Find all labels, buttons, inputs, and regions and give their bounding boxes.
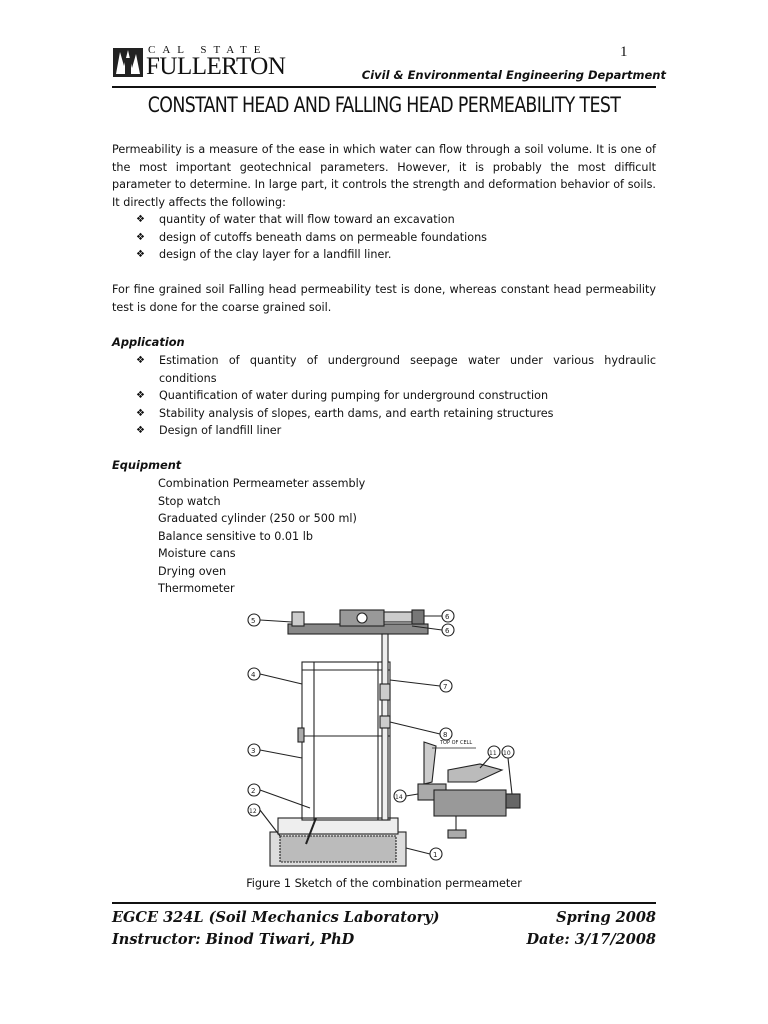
application-bullet-list [136, 352, 656, 440]
department-name: Civil & Environmental Engineering Department [361, 68, 666, 82]
diamond-bullet-icon: ❖ [136, 407, 145, 419]
intro-bullet-list [136, 211, 656, 264]
callout-10 [502, 746, 514, 794]
page-title: CONSTANT HEAD AND FALLING HEAD PERMEABILITY TEST [147, 93, 621, 117]
application-section [112, 352, 656, 440]
svg-text:7: 7 [443, 683, 448, 691]
list-item: Drying oven [158, 564, 227, 578]
list-item: ❖ design of cutoffs beneath dams on permeable foundations [136, 229, 656, 247]
header-rule [112, 86, 656, 88]
list-item: ❖ Quantification of water during pumping for underground construction [136, 387, 656, 405]
list-item: ❖ Design of landfill liner [136, 422, 656, 440]
callout-14 [394, 790, 418, 802]
equipment-list [158, 475, 365, 598]
list-item: ❖ design of the clay layer for a landfill liner. [136, 246, 656, 264]
callout-7 [390, 680, 452, 692]
titan-emblem-icon [112, 44, 144, 78]
university-logo [112, 44, 302, 80]
course-name: EGCE 324L (Soil Mechanics Laboratory) [112, 909, 440, 926]
application-heading: Application [112, 335, 185, 349]
diamond-bullet-icon: ❖ [136, 231, 145, 243]
callout-3 [248, 744, 302, 758]
svg-text:2: 2 [251, 787, 256, 795]
list-item: Stop watch [158, 494, 221, 508]
logo-cal-state: CAL STATE [148, 44, 268, 56]
term-label: Spring 2008 [556, 909, 656, 926]
list-item: ❖ quantity of water that will flow toward an excavation [136, 211, 656, 229]
fine-grained-paragraph: For fine grained soil Falling head permeability test is done, whereas constant head permeability test is done for the coarse grained soil. [112, 283, 656, 314]
top-of-cell-label: TOP OF CELL [440, 740, 473, 746]
callout-4 [248, 668, 302, 684]
svg-text:3: 3 [251, 747, 256, 755]
callout-8 [390, 722, 452, 740]
svg-text:10: 10 [503, 750, 511, 757]
equipment-heading: Equipment [112, 458, 182, 472]
svg-text:6: 6 [445, 627, 450, 635]
figure-caption: Figure 1 Sketch of the combination permeameter [246, 877, 522, 890]
logo-fullerton: FULLERTON [146, 53, 286, 80]
callout-11 [480, 746, 500, 768]
footer-rule [112, 902, 656, 904]
list-item: ❖ Estimation of quantity of underground seepage water under various hydraulic conditions [136, 354, 656, 385]
intro-section [112, 141, 656, 264]
svg-text:1: 1 [433, 851, 438, 859]
svg-text:6: 6 [445, 613, 450, 621]
intro-paragraph: Permeability is a measure of the ease in which water can flow through a soil volume. It is one of the most important geotechnical parameters. However, it is probably the most difficult parameter to determine. In large part, it controls the strength and deformation behavior of soils. It directly affects the following: [112, 143, 656, 209]
diamond-bullet-icon: ❖ [136, 355, 145, 366]
callout-6a [424, 610, 454, 622]
svg-text:4: 4 [251, 671, 256, 679]
list-item: Thermometer [158, 582, 235, 595]
document-date: Date: 3/17/2008 [526, 931, 656, 948]
permeameter-sketch [236, 604, 532, 874]
instructor-name: Instructor: Binod Tiwari, PhD [112, 931, 355, 948]
list-item: ❖ Stability analysis of slopes, earth dams, and earth retaining structures [136, 405, 656, 423]
list-item: Moisture cans [158, 547, 236, 560]
list-item: Graduated cylinder (250 or 500 ml) [158, 512, 357, 525]
callout-12 [248, 804, 280, 836]
diamond-bullet-icon: ❖ [136, 249, 145, 260]
permeameter-figure [236, 604, 532, 874]
svg-text:14: 14 [395, 794, 403, 801]
svg-text:12: 12 [249, 808, 257, 815]
list-item: Combination Permeameter assembly [158, 477, 366, 490]
svg-text:11: 11 [489, 750, 497, 757]
page-number: 1 [620, 44, 628, 60]
svg-text:8: 8 [443, 731, 448, 739]
diamond-bullet-icon: ❖ [136, 425, 145, 436]
diamond-bullet-icon: ❖ [136, 390, 145, 401]
callout-1 [406, 848, 442, 860]
svg-text:5: 5 [251, 617, 256, 625]
list-item: Balance sensitive to 0.01 lb [158, 529, 313, 543]
callout-5 [248, 614, 292, 626]
diamond-bullet-icon: ❖ [136, 214, 145, 225]
